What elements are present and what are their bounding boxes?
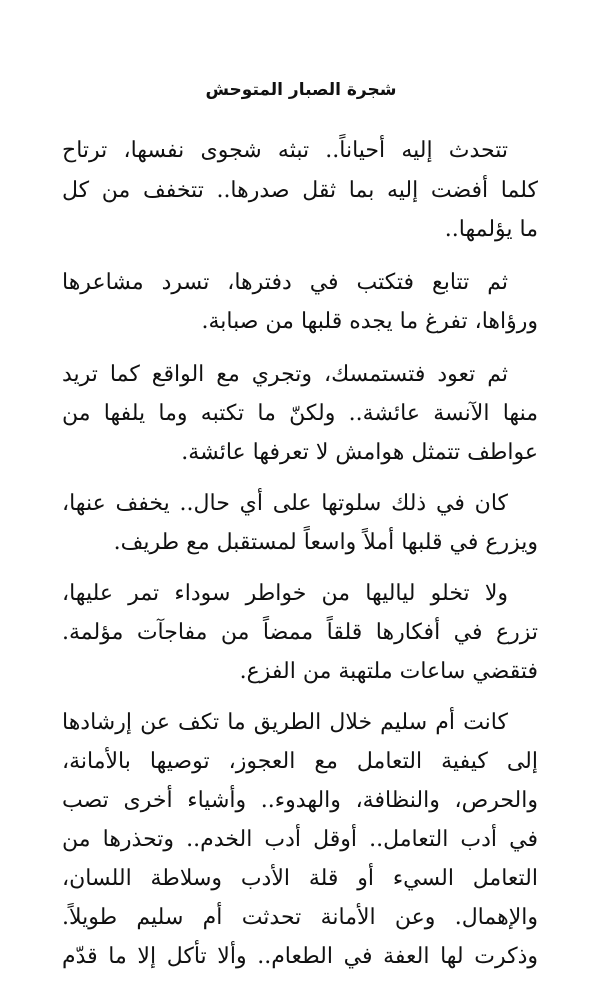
- paragraph-line: ويزرع في قلبها أملاً واسعاً لمستقبل مع طريف.: [113, 530, 538, 555]
- paragraph-line: فتقضي ساعات ملتهبة من الفزع.: [239, 659, 538, 684]
- paragraph-line: وذكرت لها العفة في الطعام.. وألا تأكل إلا ما قدّم: [62, 944, 538, 969]
- paragraph-line: كان في ذلك سلوتها على أي حال.. يخفف عنها،: [62, 491, 508, 516]
- paragraph-line: التعامل السيء أو قلة الأدب وسلاطة اللسان،: [62, 866, 538, 891]
- paragraph-line: والحرص، والنظافة، والهدوء.. وأشياء أخرى تصب: [62, 788, 538, 813]
- paragraph-line: تتحدث إليه أحياناً.. تبثه شجوى نفسها، ترتاح: [62, 138, 508, 163]
- paragraph-line: عواطف تتمثل هوامش لا تعرفها عائشة.: [181, 440, 538, 465]
- paragraph-line: إلى كيفية التعامل مع العجوز، توصيها بالأمانة،: [62, 749, 538, 774]
- chapter-title: شجرة الصبار المتوحش: [205, 80, 397, 100]
- paragraph-line: ورؤاها، تفرغ ما يجده قلبها من صبابة.: [201, 309, 538, 334]
- paragraph-line: ولا تخلو لياليها من خواطر سوداء تمر عليها،: [62, 581, 509, 606]
- paragraph-line: كلما أفضت إليه بما ثقل صدرها.. تتخفف من كل: [62, 178, 538, 203]
- paragraph-line: تزرع في أفكارها قلقاً ممضاً من مفاجآت مؤلمة.: [62, 620, 538, 645]
- paragraph-line: كانت أم سليم خلال الطريق ما تكف عن إرشادها: [62, 710, 508, 735]
- paragraph-line: ثم تتابع فتكتب في دفترها، تسرد مشاعرها: [62, 270, 508, 295]
- paragraph-line: ما يؤلمها..: [444, 217, 538, 242]
- paragraph-line: والإهمال. وعن الأمانة تحدثت أم سليم طويلاً.: [62, 905, 538, 930]
- paragraph-line: في أدب التعامل.. أوقل أدب الخدم.. وتحذرها من: [62, 827, 538, 852]
- paragraph-line: ثم تعود فتستمسك، وتجري مع الواقع كما تريد: [62, 362, 508, 387]
- paragraph-line: منها الآنسة عائشة.. ولكنّ ما تكتبه وما يلفها من: [62, 401, 538, 426]
